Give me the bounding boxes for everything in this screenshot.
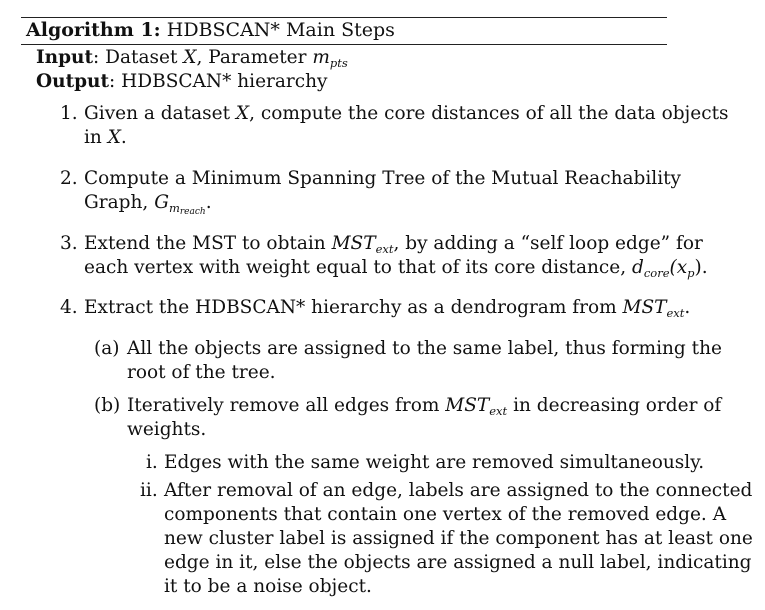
math-var: MST bbox=[445, 395, 490, 416]
step-2-line-1: Compute a Minimum Spanning Tree of the Mutual Reachability bbox=[84, 168, 681, 189]
substep-b-line-1 bbox=[127, 394, 721, 418]
step-number: 3. bbox=[60, 233, 78, 254]
step-3-line-1 bbox=[84, 232, 703, 256]
text: . bbox=[684, 297, 691, 318]
input-line: Input: Dataset X, Parameter $m_{pts}$ bbox=[36, 47, 348, 70]
text: , by adding a “self loop edge” for bbox=[393, 233, 703, 254]
math-sub: p bbox=[687, 266, 695, 280]
step-2-line-2 bbox=[84, 191, 212, 215]
step-4-line-1 bbox=[84, 296, 690, 320]
math-var: G bbox=[154, 192, 169, 213]
subsubstep-label: ii. bbox=[140, 480, 158, 501]
subsubstep-label: i. bbox=[146, 452, 158, 473]
text: Given a dataset bbox=[84, 103, 231, 124]
subsubstep-ii-line-3: new cluster label is assigned if the component has at least one bbox=[164, 528, 753, 549]
subsubstep-ii-line-5: it to be a noise object. bbox=[164, 576, 372, 597]
substep-b-line-2: weights. bbox=[127, 419, 207, 440]
math-arg: (x bbox=[669, 257, 688, 278]
math-subsub: reach bbox=[179, 207, 206, 217]
text: Extract the HDBSCAN* hierarchy as a dendrogram from bbox=[84, 297, 617, 318]
input-param-text: , Parameter bbox=[196, 47, 307, 68]
subsubstep-i-line-1: Edges with the same weight are removed simultaneously. bbox=[164, 452, 705, 473]
text: in bbox=[84, 127, 102, 148]
text: ). bbox=[694, 257, 708, 278]
text: . bbox=[120, 127, 127, 148]
input-var: X bbox=[183, 47, 197, 68]
substep-label: (b) bbox=[94, 395, 121, 416]
math-var: X bbox=[235, 103, 250, 124]
math-var: d bbox=[631, 257, 644, 278]
step-1-line-2 bbox=[84, 126, 127, 150]
step-1-line-1 bbox=[84, 102, 729, 126]
step-3-line-2 bbox=[84, 256, 708, 280]
math-sub-text: m bbox=[168, 201, 180, 215]
input-param-sub: pts bbox=[329, 56, 348, 70]
algorithm-label: Algorithm 1: bbox=[26, 19, 161, 41]
substep-a-line-2: root of the tree. bbox=[127, 362, 276, 383]
math-sub: ext bbox=[375, 242, 394, 256]
output-label: Output bbox=[36, 71, 110, 92]
subsubstep-ii-line-1: After removal of an edge, labels are assigned to the connected bbox=[164, 480, 753, 501]
step-number: 1. bbox=[60, 103, 78, 124]
input-text: Dataset bbox=[105, 47, 178, 68]
math-sub: ext bbox=[666, 306, 685, 320]
substep-label: (a) bbox=[94, 338, 120, 359]
text: Iteratively remove all edges from bbox=[127, 395, 440, 416]
text: , compute the core distances of all the data objects bbox=[249, 103, 729, 124]
text: Extend the MST to obtain bbox=[84, 233, 326, 254]
step-number: 4. bbox=[60, 297, 78, 318]
text: Graph, bbox=[84, 192, 149, 213]
input-param-var: m bbox=[312, 47, 330, 68]
output-text: HDBSCAN* hierarchy bbox=[121, 71, 328, 92]
math-var: MST bbox=[331, 233, 376, 254]
text: . bbox=[205, 192, 212, 213]
math-sub: ext bbox=[489, 404, 508, 418]
mid-rule bbox=[21, 44, 667, 45]
subsubstep-ii-line-2: components that contain one vertex of the removed edge. A bbox=[164, 504, 727, 525]
algorithm-title-text: HDBSCAN* Main Steps bbox=[166, 19, 395, 41]
text: in decreasing order of bbox=[513, 395, 722, 416]
text: each vertex with weight equal to that of its core distance, bbox=[84, 257, 627, 278]
math-var: X bbox=[107, 127, 121, 148]
math-var: MST bbox=[622, 297, 667, 318]
math-sub: core bbox=[643, 266, 670, 280]
math-sub bbox=[169, 201, 206, 215]
input-label: Input bbox=[36, 47, 94, 68]
algorithm-title bbox=[26, 18, 395, 42]
output-line: Output: HDBSCAN* hierarchy bbox=[36, 71, 328, 92]
substep-a-line-1: All the objects are assigned to the same label, thus forming the bbox=[127, 338, 722, 359]
step-number: 2. bbox=[60, 168, 78, 189]
subsubstep-ii-line-4: edge in it, else the objects are assigned a null label, indicating bbox=[164, 552, 752, 573]
